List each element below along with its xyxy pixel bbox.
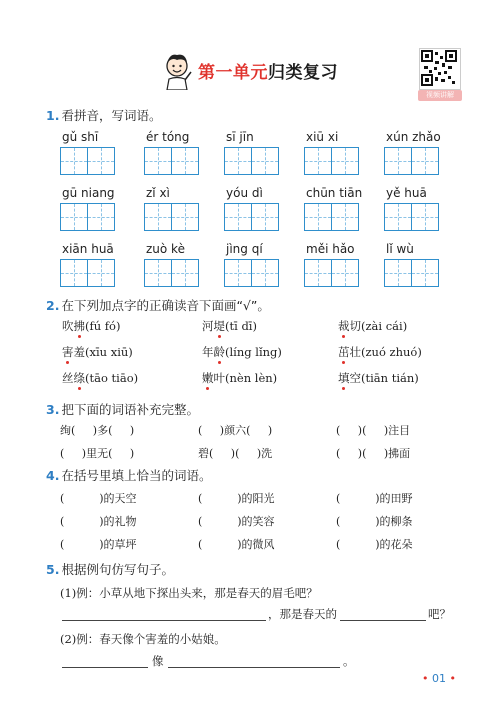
- writing-grid[interactable]: [224, 147, 278, 175]
- pinyin-label: zuò kè: [146, 242, 185, 256]
- writing-cell[interactable]: [411, 147, 439, 175]
- writing-cell[interactable]: [331, 259, 359, 287]
- pinyin-label: lǐ wù: [386, 242, 414, 256]
- phrase-blank[interactable]: ( )的天空: [60, 492, 137, 505]
- pinyin-label: chūn tiān: [306, 186, 363, 200]
- writing-cell[interactable]: [144, 259, 172, 287]
- pinyin-label: yě huā: [386, 186, 427, 200]
- answer-line-2b[interactable]: [168, 667, 340, 668]
- writing-grid[interactable]: [384, 147, 438, 175]
- writing-grid[interactable]: [304, 259, 358, 287]
- reading-item[interactable]: 害羞(xīu xiū): [62, 345, 133, 359]
- dotted-character: 绦: [73, 371, 85, 385]
- writing-cell[interactable]: [224, 147, 252, 175]
- writing-cell[interactable]: [251, 203, 279, 231]
- writing-cell[interactable]: [171, 147, 199, 175]
- idiom-blank[interactable]: ( )( )注目: [336, 424, 411, 437]
- dotted-character: 害: [62, 345, 74, 359]
- writing-cell[interactable]: [60, 203, 88, 231]
- writing-grid[interactable]: [60, 147, 114, 175]
- page-number: • 01 •: [422, 672, 456, 685]
- section-5-heading: 5. 根据例句仿写句子。: [46, 562, 174, 577]
- writing-cell[interactable]: [60, 147, 88, 175]
- section-4-heading: 4. 在括号里填上恰当的词语。: [46, 468, 212, 483]
- idiom-blank[interactable]: 绚( )多( ): [60, 424, 135, 437]
- pinyin-label: xún zhǎo: [386, 130, 441, 144]
- phrase-blank[interactable]: ( )的礼物: [60, 515, 137, 528]
- writing-cell[interactable]: [411, 259, 439, 287]
- pinyin-options[interactable]: (líng lǐng): [225, 345, 282, 359]
- writing-cell[interactable]: [171, 203, 199, 231]
- writing-cell[interactable]: [331, 147, 359, 175]
- writing-cell[interactable]: [304, 147, 332, 175]
- writing-cell[interactable]: [60, 259, 88, 287]
- idiom-blank[interactable]: 碧( )( )洗: [198, 447, 273, 460]
- writing-grid[interactable]: [144, 147, 198, 175]
- pinyin-options[interactable]: (zài cái): [361, 319, 408, 333]
- answer-line-1b[interactable]: [340, 620, 426, 621]
- pinyin-label: ér tóng: [146, 130, 190, 144]
- section-1-heading: 1. 看拼音，写词语。: [46, 108, 162, 123]
- boy-mascot-icon: [160, 50, 194, 90]
- phrase-blank[interactable]: ( )的笑容: [198, 515, 275, 528]
- writing-grid[interactable]: [224, 203, 278, 231]
- answer-line-2a[interactable]: [62, 667, 148, 668]
- writing-cell[interactable]: [304, 259, 332, 287]
- idiom-blank[interactable]: ( )里无( ): [60, 447, 135, 460]
- writing-cell[interactable]: [224, 203, 252, 231]
- idiom-blank[interactable]: ( )颜六( ): [198, 424, 273, 437]
- pinyin-options[interactable]: (xīu xiū): [85, 345, 133, 359]
- pinyin-label: měi hǎo: [306, 242, 355, 256]
- writing-cell[interactable]: [384, 147, 412, 175]
- phrase-blank[interactable]: ( )的田野: [336, 492, 413, 505]
- dotted-character: 堤: [213, 319, 225, 333]
- pinyin-label: xiān huā: [62, 242, 114, 256]
- writing-cell[interactable]: [411, 203, 439, 231]
- writing-grid[interactable]: [384, 203, 438, 231]
- section-3-heading: 3. 把下面的词语补充完整。: [46, 402, 199, 417]
- phrase-blank[interactable]: ( )的花朵: [336, 538, 413, 551]
- dotted-character: 茁: [338, 345, 350, 359]
- dotted-character: 裁: [338, 319, 350, 333]
- writing-grid[interactable]: [224, 259, 278, 287]
- writing-cell[interactable]: [87, 259, 115, 287]
- writing-cell[interactable]: [251, 147, 279, 175]
- example-1-mid: ，那是春天的: [268, 607, 337, 621]
- phrase-blank[interactable]: ( )的阳光: [198, 492, 275, 505]
- pinyin-label: yóu dì: [226, 186, 263, 200]
- writing-cell[interactable]: [304, 203, 332, 231]
- example-2: (2)例：春天像个害羞的小姑娘。: [60, 632, 226, 646]
- qr-label: 视频讲解: [418, 90, 462, 101]
- writing-cell[interactable]: [87, 147, 115, 175]
- phrase-blank[interactable]: ( )的草坪: [60, 538, 137, 551]
- pinyin-label: xiū xi: [306, 130, 339, 144]
- page-header: [160, 50, 338, 90]
- writing-grid[interactable]: [144, 203, 198, 231]
- idiom-blank[interactable]: ( )( )拂面: [336, 447, 411, 460]
- pinyin-options[interactable]: (zuó zhuó): [361, 345, 422, 359]
- pinyin-options[interactable]: (tī dī): [225, 319, 257, 333]
- reading-item[interactable]: 嫩叶(nèn lèn): [202, 371, 278, 385]
- reading-item[interactable]: 丝绦(tāo tiāo): [62, 371, 139, 385]
- writing-cell[interactable]: [384, 259, 412, 287]
- phrase-blank[interactable]: ( )的柳条: [336, 515, 413, 528]
- writing-cell[interactable]: [384, 203, 412, 231]
- pinyin-label: sī jīn: [226, 130, 254, 144]
- page-title: 第一单元归类复习: [198, 62, 338, 83]
- dotted-character: 拂: [73, 319, 85, 333]
- writing-cell[interactable]: [87, 203, 115, 231]
- example-2-mid: 像: [152, 654, 164, 668]
- writing-grid[interactable]: [304, 203, 358, 231]
- pinyin-options[interactable]: (tiān tián): [361, 371, 419, 385]
- writing-cell[interactable]: [224, 259, 252, 287]
- dotted-character: 填: [338, 371, 350, 385]
- writing-cell[interactable]: [144, 147, 172, 175]
- writing-grid[interactable]: [384, 259, 438, 287]
- example-1-end: 吧？: [428, 607, 451, 621]
- pinyin-options[interactable]: (fú fó): [85, 319, 121, 333]
- reading-item[interactable]: 河堤(tī dī): [202, 319, 257, 333]
- phrase-blank[interactable]: ( )的微风: [198, 538, 275, 551]
- example-1: (1)例：小草从地下探出头来，那是春天的眉毛吧？: [60, 586, 318, 600]
- writing-cell[interactable]: [144, 203, 172, 231]
- pinyin-options[interactable]: (tāo tiāo): [85, 371, 139, 385]
- pinyin-label: jìng qí: [226, 242, 263, 256]
- dotted-character: 嫩: [202, 371, 214, 385]
- writing-cell[interactable]: [251, 259, 279, 287]
- writing-cell[interactable]: [171, 259, 199, 287]
- pinyin-options[interactable]: (nèn lèn): [225, 371, 278, 385]
- section-2-heading: 2. 在下列加点字的正确读音下面画“√”。: [46, 298, 270, 313]
- reading-item[interactable]: 吹拂(fú fó): [62, 319, 121, 333]
- reading-item[interactable]: 裁切(zài cái): [338, 319, 408, 333]
- reading-item[interactable]: 茁壮(zuó zhuó): [338, 345, 422, 359]
- reading-item[interactable]: 年龄(líng lǐng): [202, 345, 282, 359]
- answer-line-1a[interactable]: [62, 620, 266, 621]
- writing-grid[interactable]: [60, 259, 114, 287]
- example-2-end: 。: [343, 654, 355, 668]
- reading-item[interactable]: 填空(tiān tián): [338, 371, 419, 385]
- writing-grid[interactable]: [60, 203, 114, 231]
- pinyin-label: gǔ shī: [62, 130, 99, 144]
- pinyin-label: gū niang: [62, 186, 115, 200]
- writing-grid[interactable]: [304, 147, 358, 175]
- qr-code-icon[interactable]: [419, 48, 461, 90]
- writing-grid[interactable]: [144, 259, 198, 287]
- writing-cell[interactable]: [331, 203, 359, 231]
- pinyin-label: zǐ xì: [146, 186, 170, 200]
- dotted-character: 龄: [213, 345, 225, 359]
